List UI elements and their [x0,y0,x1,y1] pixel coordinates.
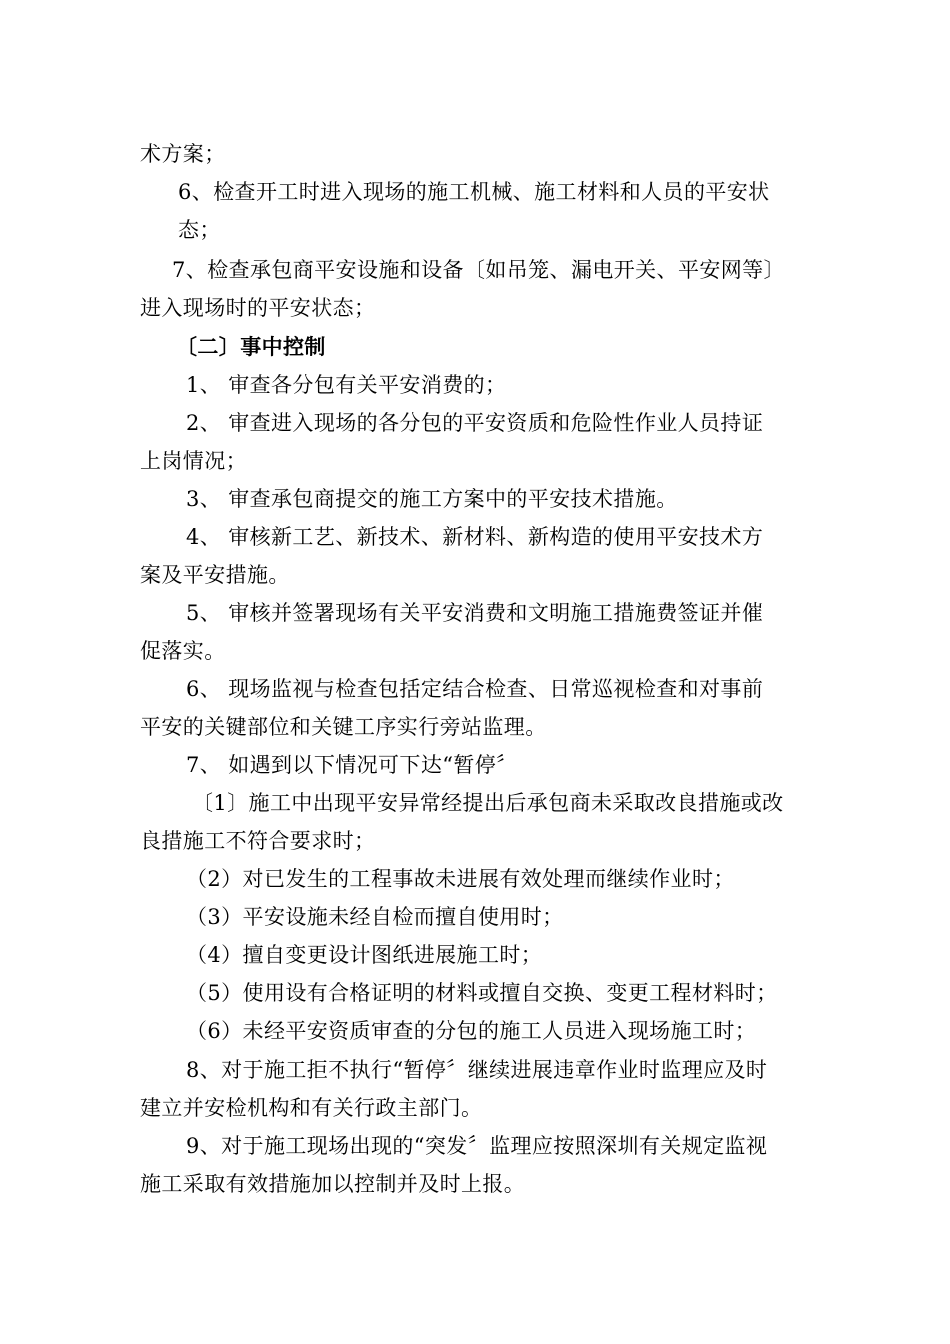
list-item: 6、 现场监视与检查包括定结合检查、日常巡视检查和对事前 [186,677,764,701]
sub-item: （3）平安设施未经自检而擅自使用时； [186,905,564,929]
list-item: 1、 审查各分包有关平安消费的； [186,373,507,397]
sub-item: （2）对已发生的工程事故未进展有效处理而继续作业时； [186,867,735,891]
list-item: 5、 审核并签署现场有关平安消费和文明施工措施费签证并催 [186,601,764,625]
text-line: 6、检查开工时进入现场的施工机械、施工材料和人员的平安状 [178,180,770,204]
text-line: 平安的关键部位和关键工序实行旁站监理。 [140,715,547,739]
list-item: 3、 审查承包商提交的施工方案中的平安技术措施。 [186,487,678,511]
list-item: 9、对于施工现场出现的“突发〞监理应按照深圳有关规定监视 [186,1134,768,1158]
sub-item: （4）擅自变更设计图纸进展施工时； [186,943,543,967]
sub-item: （6）未经平安资质审查的分包的施工人员进入现场施工时； [186,1019,757,1043]
list-item: 2、 审查进入现场的各分包的平安资质和危险性作业人员持证 [186,411,764,435]
list-item: 7、 如遇到以下情况可下达“暂停〞 [186,753,518,777]
text-line: 进入现场时的平安状态； [140,296,376,320]
text-line: 促落实。 [140,639,226,663]
text-line: 建立并安检机构和有关行政主部门。 [140,1096,483,1120]
text-line: 态； [178,218,221,242]
list-item: 8、对于施工拒不执行“暂停〞继续进展违章作业时监理应及时 [186,1058,768,1082]
text-line: 术方案； [140,142,226,166]
sub-item: （5）使用设有合格证明的材料或擅自交换、变更工程材料时； [186,981,778,1005]
text-line: 7、检查承包商平安设施和设备〔如吊笼、漏电开关、平安网等〕 [172,258,785,282]
text-line: 案及平安措施。 [140,563,290,587]
text-line: 施工采取有效措施加以控制并及时上报。 [140,1172,526,1196]
section-heading: 〔二〕事中控制 [176,335,326,359]
text-line: 良措施工不符合要求时； [140,829,376,853]
sub-item: 〔1〕施工中出现平安异常经提出后承包商未采取改良措施或改 [192,791,784,815]
text-line: 上岗情况； [140,449,247,473]
list-item: 4、 审核新工艺、新技术、新材料、新构造的使用平安技术方 [186,525,764,549]
